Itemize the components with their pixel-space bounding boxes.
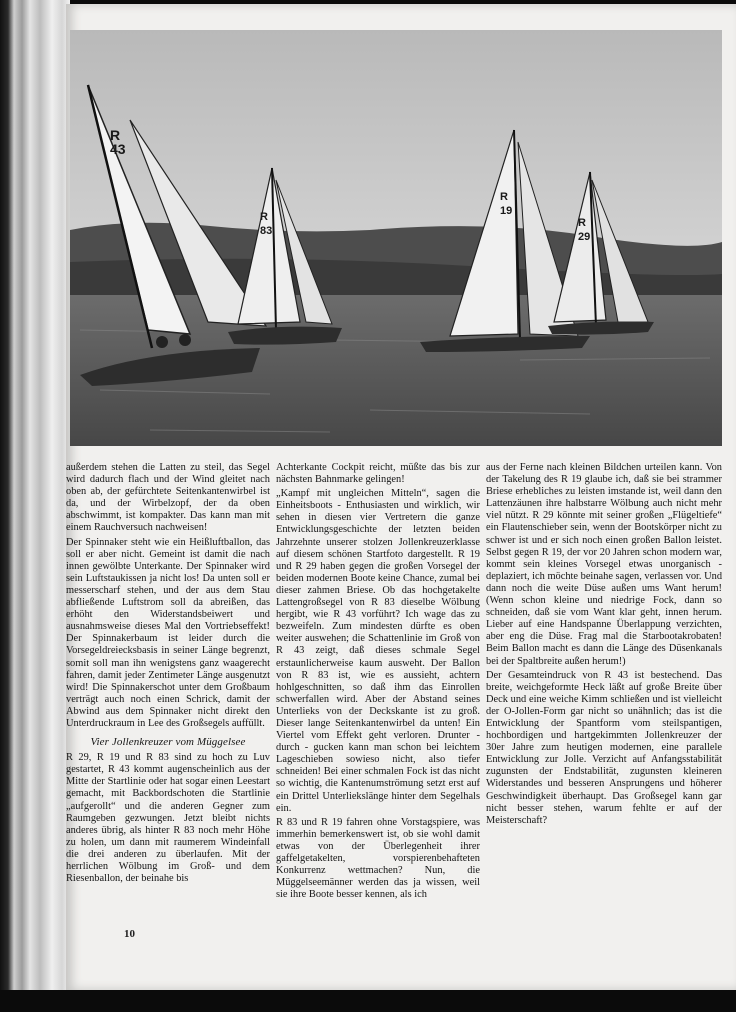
regatta-photo-drawing xyxy=(70,30,722,446)
sail-number-label: R xyxy=(110,127,121,143)
scan-bottom-edge xyxy=(0,990,736,1012)
paragraph: Der Gesamteindruck von R 43 ist bestechend. Das breite, weichgeformte Heck läßt auf große Breite über Deck und eine weiche Kimm schließen und ist vielleicht der O-Jollen-Form gar nicht so unähnlich; das ist die Entwicklung der Spantform vom steilspantigen, hochbordigen und hartgekimmten Jollenkreuzer der 30er Jahre zum heutigen modernen, eine parallele Entwicklung zur Jolle. Verzicht auf Anfangsstabilität zugunsten der Endstabilität, zugunsten kleineren Widerstandes und besseren Ansprungens und höherer Geschwindigkeit überhaupt. Das Großsegel kann gar nicht besser stehen, warum fehlte er auf der Meisterschaft? xyxy=(486,669,722,826)
paragraph: Der Spinnaker steht wie ein Heißluftballon, das soll er aber nicht. Gemeint ist damit die nach innen gewölbte Unterkante. Der Spinnaker wird sein Luftstaukissen ja nicht los! Da unten soll er messerscharf stehen, und der aus dem Stau abfließende Luftstrom soll da abreißen, das erhöht den Widerstandsbeiwert und ausnahmsweise dieses Mal den Vortriebseffekt! Der Spinnakerbaum ist leider durch die Vorsegeldreiecksbasis in seiner Länge begrenzt, somit soll man ihn wenigstens ganz waagerecht fahren, damit jeder Zentimeter Länge ausgenutzt wird! Die Spinnakerschot unter dem Großbaum verträgt auch noch einen Schrick, damit der Abwind aus dem Spinnaker nicht direkt den Unterdruckraum in Lee des Großsegels auffüllt. xyxy=(66,536,270,729)
article-column-3 xyxy=(486,462,722,829)
sail-number-label: 19 xyxy=(500,205,513,217)
sail-number-label: 29 xyxy=(578,231,591,243)
sailing-photo xyxy=(70,30,722,446)
article-column-2 xyxy=(276,462,480,903)
page-number: 10 xyxy=(124,928,135,940)
paragraph: R 83 und R 19 fahren ohne Vorstagspiere, was immerhin bemerkenswert ist, ob sie wohl damit etwas von der Überlegenheit ihrer gaffelgetakelten, vorspierenbehafteten Konkurrenz wettmachen? Nun, die Müggelseemänner werden das ja wissen, weil sie ihre Boote besser kennen, als ich xyxy=(276,816,480,901)
paragraph: „Kampf mit ungleichen Mitteln“, sagen die Einheitsboots - Enthusiasten und wirklich, wir sehen in diesen vier Vertretern die ganze Entwicklungsgeschichte der letzten beiden Jahrzehnte unserer stolzen Jollenkreuzerklasse auf diesem schönen Startfoto dargestellt. R 19 und R 29 haben gegen die großen Vorsegel der beiden modernen Boote keine Chance, zumal bei dieser zahmen Briese. Ob das hochgetakelte Lattengroßsegel von R 83 dieselbe Wölbung hergibt, wie R 43 vorführt? Ich wage das zu bezweifeln. Zum mindesten dürfte es oben weiter auswehen; die Schattenlinie im Groß von R 43 zeigt, daß dieses schmale Segel erstaunlicherweise kaum ausweht. Der Ballon von R 83 ist, wie es aussieht, achtern hohlgeschnitten, so daß ihm das Einrollen schwerfallen wird. Aber der Abstand seines Unterlieks von der Deckskante ist zu groß. Dieser lange Seitenkantenwirbel da unten! Ein Viertel vom Effekt geht verloren. Drunter - durch - gucken kann man schon bei leichtem Lageschieben sowieso nicht, also tiefer schneiden! Bei einer schmalen Fock ist das nicht so wichtig, die Kantenumströmung setzt erst auf ein Drittel Unterliekslänge hinter dem Segelhals ein. xyxy=(276,488,480,814)
section-subheading: Vier Jollenkreuzer vom Müggelsee xyxy=(90,736,246,749)
book-binding xyxy=(0,0,70,1012)
sail-number-label: 43 xyxy=(110,141,126,157)
sail-number-label: R xyxy=(260,211,268,223)
paragraph: aus der Ferne nach kleinen Bildchen urteilen kann. Von der Takelung des R 19 glaube ich, daß sie bei strammer Briese erhebliches zu leisten imstande ist, weil dann den Lattenzäunen ihre halbstarre Wölbung auch nicht mehr viel nützt. R 29 könnte mit seiner großen „Flügeltiefe“ ein Flautenschieber sein, wenn der Bootskörper nicht zu schwer ist und er sich noch einen großen Ballon leistet. Selbst gegen R 19, der vor 20 Jahren schon modern war, kommt sein kleines Vorsegel etwas unorganisch - deplaziert, ich möchte beinahe sagen, verlassen vor. Und dann noch die weite Düse außen ums Want herum! (Wenn schon kleine und niedrige Fock, dann so schneiden, daß sie vom Want klar geht, innen herum. Lieber auf eine Handspanne Überlappung verzichten, aber eng die Düse. Frag mal die Starbootakrobaten! Beim Ballon macht es dann die Länge des Düsenkanals bei der Spaltbreite außen herum!) xyxy=(486,462,723,667)
sail-number-label: 83 xyxy=(260,225,273,237)
paragraph: R 29, R 19 und R 83 sind zu hoch zu Luv gestartet, R 43 kommt augenscheinlich aus der Mitte der Startlinie oder hat sogar einen Leestart gemacht, mit Backbordschoten die Startlinie „aufgerollt“ und die anderen Gegner zum Raumgeben gezwungen. Jetzt bleibt nichts anderes übrig, als hinter R 83 noch mehr Höhe zu holen, um dann mit raumerem Windeinfall die drei anderen zu überlaufen. Mit der herrlichen Wölbung im Groß- und dem Riesenballon, der beinahe bis xyxy=(66,752,270,885)
paragraph: außerdem stehen die Latten zu steil, das Segel wird dadurch flach und der Wind gleitet nach oben ab, der gefürchtete Seitenkantenwirbel ist da, und der Wirbelzopf, der da oben abschwimmt, ist kompakter. Das kann man mit einem Rauchversuch nachweisen! xyxy=(66,462,270,534)
article-column-1 xyxy=(66,462,270,887)
sail-number-label: R xyxy=(578,217,586,229)
article-body xyxy=(66,462,722,942)
sail-number-label: R xyxy=(500,191,508,203)
paragraph: Achterkante Cockpit reicht, müßte das bis zur nächsten Bahnmarke gelingen! xyxy=(276,462,480,486)
